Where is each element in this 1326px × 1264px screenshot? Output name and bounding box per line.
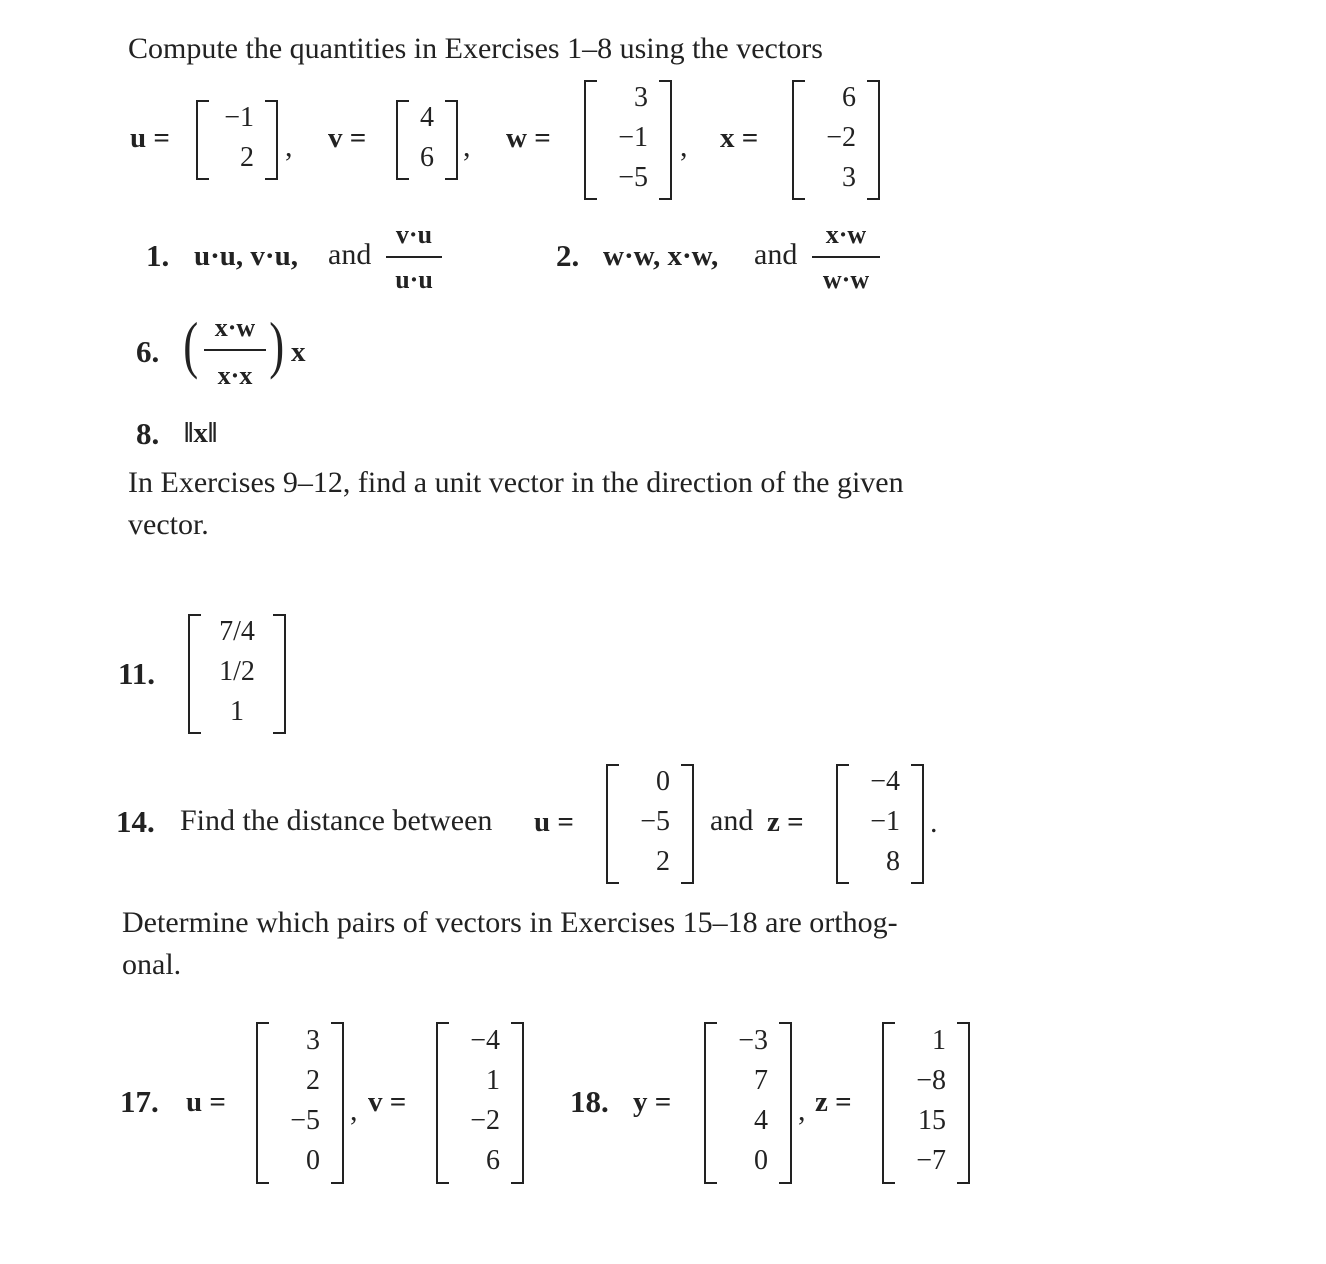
exercise-number: 18. <box>570 1084 609 1119</box>
z-entry: −1 <box>870 806 900 837</box>
w-entry: −5 <box>618 162 648 193</box>
comma: , <box>285 130 293 163</box>
section-instruction: onal. <box>122 948 182 981</box>
w-entry: −1 <box>618 122 648 153</box>
u-entry: −1 <box>224 102 254 133</box>
ex18-z-matrix <box>882 1022 970 1184</box>
v-entry: 1 <box>486 1065 500 1096</box>
comma: , <box>798 1094 806 1127</box>
fraction-numerator: x·w <box>214 313 256 342</box>
ex6-fraction <box>204 315 266 389</box>
z-entry: 1 <box>932 1025 946 1056</box>
section-instruction: vector. <box>128 508 209 541</box>
exercise-number: 8. <box>136 416 160 451</box>
and-text: and <box>328 238 372 271</box>
ex11-entry: 1/2 <box>219 656 255 687</box>
x-label: x = <box>720 122 759 154</box>
y-entry: 7 <box>754 1065 768 1096</box>
exercise-number: 1. <box>146 238 170 273</box>
y-label: y = <box>633 1086 672 1118</box>
x-entry: 6 <box>842 82 856 113</box>
v-label: v = <box>328 122 367 154</box>
v-entry: −2 <box>470 1105 500 1136</box>
intro-text: Compute the quantities in Exercises 1–8 using the vectors <box>128 32 823 65</box>
u-label: u = <box>534 806 574 838</box>
u-entry: 2 <box>656 846 670 877</box>
v-entry: 6 <box>420 142 434 173</box>
ex11-matrix <box>188 614 286 734</box>
u-entry: 2 <box>240 142 254 173</box>
section-instruction: In Exercises 9–12, find a unit vector in the direction of the given <box>128 466 904 499</box>
z-entry: −8 <box>916 1065 946 1096</box>
ex2-fraction <box>812 222 880 293</box>
y-entry: 4 <box>754 1105 768 1136</box>
ex14-z-matrix <box>836 764 924 884</box>
ex8-norm: ‖x‖ <box>184 417 218 449</box>
ex1-expression: u·u, v·u, <box>194 240 298 272</box>
left-paren: ( <box>183 309 199 380</box>
exercise-number: 2. <box>556 238 580 273</box>
y-entry: 0 <box>754 1145 768 1176</box>
x-entry: 3 <box>842 162 856 193</box>
exercise-number: 6. <box>136 334 160 369</box>
exercise-number: 11. <box>118 656 156 691</box>
v-entry: 4 <box>420 102 434 133</box>
z-entry: 15 <box>918 1105 946 1136</box>
and-text: and <box>710 804 754 837</box>
ex1-fraction <box>386 222 442 293</box>
section-instruction: Determine which pairs of vectors in Exercises 15–18 are orthog- <box>122 906 898 939</box>
w-label: w = <box>506 122 551 154</box>
period: . <box>930 806 938 839</box>
ex14-text: Find the distance between <box>180 804 493 837</box>
ex6-vector: x <box>291 336 306 368</box>
u-entry: 2 <box>306 1065 320 1096</box>
x-matrix <box>792 80 880 200</box>
u-entry: 0 <box>656 766 670 797</box>
z-entry: −4 <box>870 766 900 797</box>
ex2-expression: w·w, x·w, <box>603 240 719 272</box>
u-label: u = <box>186 1086 226 1118</box>
fraction-numerator: x·w <box>825 220 867 249</box>
ex18-y-matrix <box>704 1022 792 1184</box>
u-entry: 0 <box>306 1145 320 1176</box>
y-entry: −3 <box>738 1025 768 1056</box>
w-entry: 3 <box>634 82 648 113</box>
and-text: and <box>754 238 798 271</box>
z-entry: 8 <box>886 846 900 877</box>
u-entry: −5 <box>290 1105 320 1136</box>
v-label: v = <box>368 1086 407 1118</box>
u-entry: 3 <box>306 1025 320 1056</box>
fraction-denominator: w·w <box>822 265 870 294</box>
ex17-v-matrix <box>436 1022 524 1184</box>
comma: , <box>350 1094 358 1127</box>
comma: , <box>463 130 471 163</box>
comma: , <box>680 130 688 163</box>
z-entry: −7 <box>916 1145 946 1176</box>
fraction-denominator: x·x <box>217 361 253 390</box>
fraction-numerator: v·u <box>395 220 433 249</box>
v-entry: −4 <box>470 1025 500 1056</box>
u-entry: −5 <box>640 806 670 837</box>
fraction-denominator: u·u <box>395 265 433 294</box>
exercise-number: 17. <box>120 1084 159 1119</box>
u-label: u = <box>130 122 170 154</box>
exercise-number: 14. <box>116 804 155 839</box>
x-entry: −2 <box>826 122 856 153</box>
z-label: z = <box>767 806 804 838</box>
ex11-entry: 1 <box>230 696 244 727</box>
z-label: z = <box>815 1086 852 1118</box>
ex14-u-matrix <box>606 764 694 884</box>
ex11-entry: 7/4 <box>219 616 255 647</box>
right-paren: ) <box>269 309 285 380</box>
w-matrix <box>584 80 672 200</box>
ex17-u-matrix <box>256 1022 344 1184</box>
u-matrix <box>196 100 278 180</box>
v-matrix <box>396 100 458 180</box>
v-entry: 6 <box>486 1145 500 1176</box>
